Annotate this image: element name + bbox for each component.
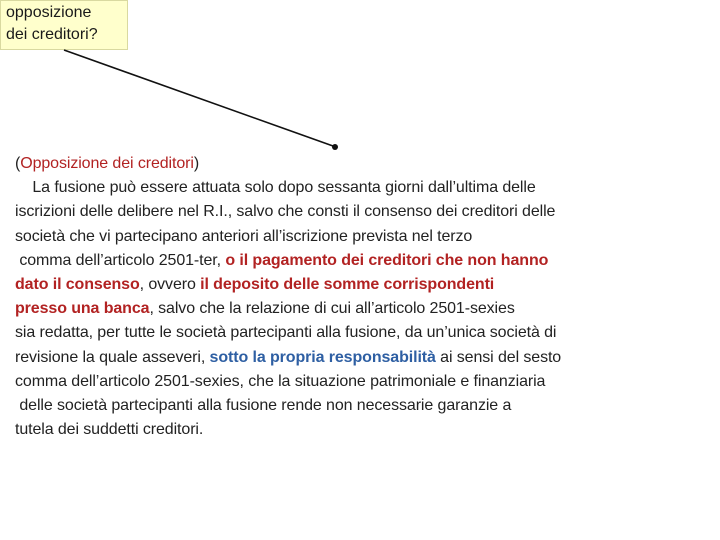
text-line: comma dell’articolo 2501-sexies, che la situazione patrimoniale e finanziaria [15,372,546,390]
text-line: revisione la quale asseveri, sotto la propria responsabilità ai sensi del sesto [15,348,562,366]
callout-line-1: opposizione [6,4,92,21]
text-line: sia redatta, per tutte le società partecipanti alla fusione, da un’unica società di [15,324,557,342]
highlight-red: presso una banca [15,300,150,318]
article-paragraph [15,152,715,442]
section-title: Opposizione dei creditori [20,155,194,172]
arrow-head-dot [332,144,338,150]
arrow-line [64,50,333,146]
text-line: delle società partecipanti alla fusione rende non necessarie garanzie a [15,397,512,415]
text-line: società che vi partecipano anteriori all’iscrizione prevista nel terzo [15,227,473,245]
text-line: dato il consenso, ovvero il deposito delle somme corrispondenti [15,276,495,294]
highlight-red: o il pagamento dei creditori che non hanno [225,251,549,269]
callout-line-2: dei creditori? [6,26,98,43]
paragraph-title-line: (Opposizione dei creditori) [15,155,200,172]
text-line: comma dell’articolo 2501-ter, o il pagamento dei creditori che non hanno [15,251,549,269]
highlight-red: dato il consenso [15,276,140,294]
text-line: tutela dei suddetti creditori. [15,421,204,439]
highlight-blue: sotto la propria responsabilità [209,348,436,366]
highlight-red: il deposito delle somme corrispondenti [200,276,495,294]
text-line: iscrizioni delle delibere nel R.I., salvo che consti il consenso dei creditori delle [15,203,556,221]
text-line: presso una banca, salvo che la relazione di cui all’articolo 2501-sexies [15,300,515,318]
text-line: La fusione può essere attuata solo dopo sessanta giorni dall’ultima delle [15,179,536,197]
